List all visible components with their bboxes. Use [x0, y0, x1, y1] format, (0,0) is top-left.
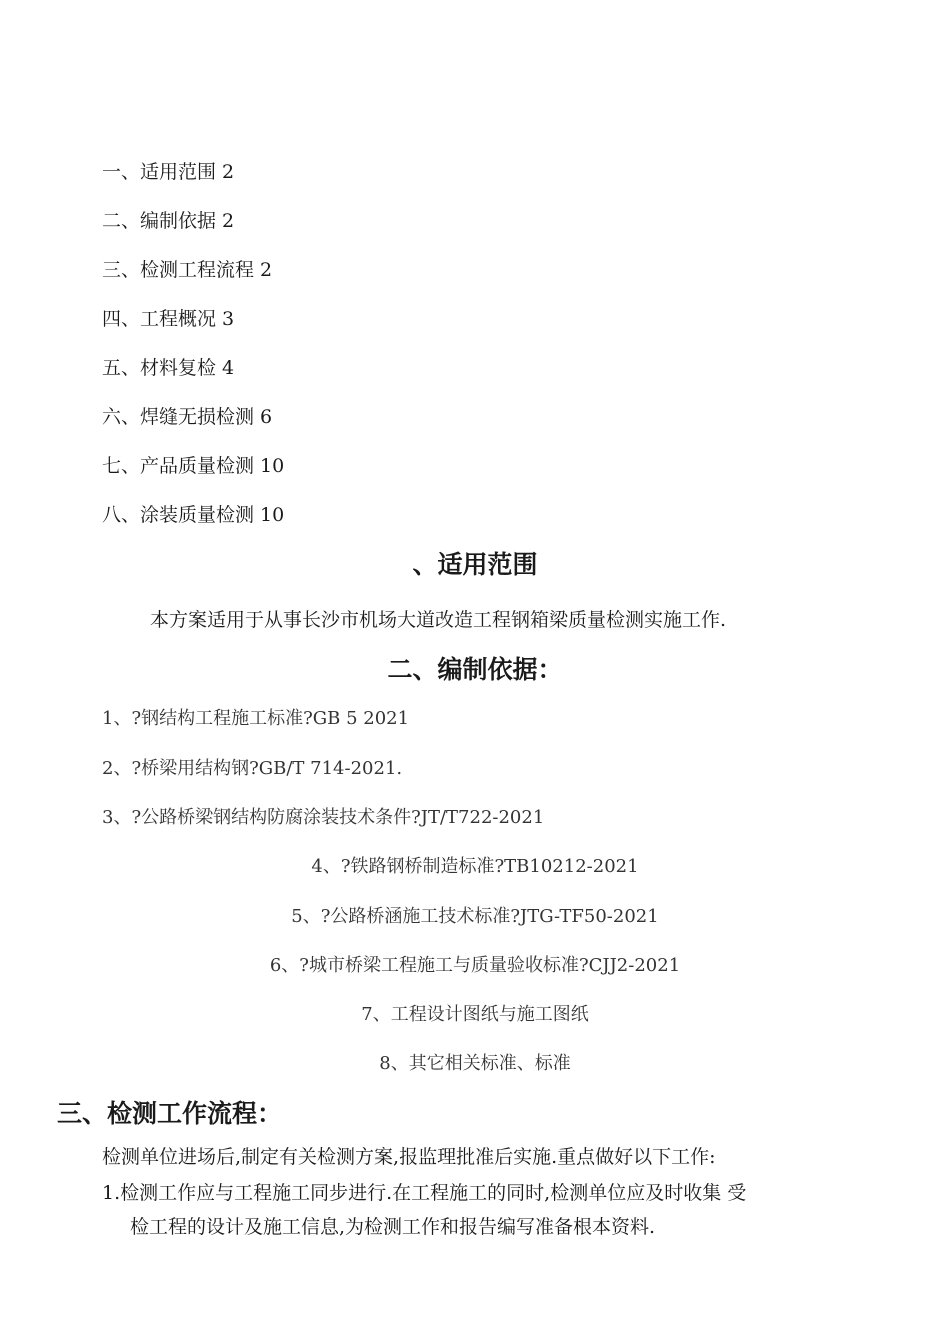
- toc-item[interactable]: 五、材料复检 4: [102, 357, 235, 379]
- toc-item[interactable]: 四、工程概况 3: [102, 308, 235, 330]
- toc-item[interactable]: 一、适用范围 2: [102, 161, 235, 183]
- reference-item: 2、?桥梁用结构钢?GB/T 714-2021.: [102, 758, 403, 779]
- reference-item: 8、其它相关标准、标准: [379, 1053, 571, 1074]
- reference-item: 7、工程设计图纸与施工图纸: [361, 1004, 589, 1025]
- toc-item[interactable]: 六、焊缝无损检测 6: [102, 406, 273, 428]
- toc-item[interactable]: 八、涂装质量检测 10: [102, 504, 285, 526]
- toc-item[interactable]: 二、编制依据 2: [102, 210, 235, 232]
- section-heading-workflow: 三、检测工作流程：: [57, 1099, 283, 1128]
- section-heading-basis: 二、编制依据：: [387, 655, 563, 684]
- reference-item: 1、?钢结构工程施工标准?GB 5 2021: [102, 708, 410, 729]
- scope-paragraph: 本方案适用于从事长沙市机场大道改造工程钢箱梁质量检测实施工作.: [150, 609, 727, 631]
- workflow-item-1-continued: 检工程的设计及施工信息,为检测工作和报告编写准备根本资料.: [130, 1216, 656, 1238]
- toc-item[interactable]: 三、检测工程流程 2: [102, 259, 273, 281]
- reference-item: 6、?城市桥梁工程施工与质量验收标准?CJJ2-2021: [269, 955, 681, 976]
- reference-item: 5、?公路桥涵施工技术标准?JTG-TF50-2021: [291, 906, 659, 927]
- reference-item: 3、?公路桥梁钢结构防腐涂装技术条件?JT/T722-2021: [102, 807, 545, 828]
- workflow-intro: 检测单位进场后,制定有关检测方案,报监理批准后实施.重点做好以下工作:: [102, 1146, 716, 1168]
- section-heading-scope: 、适用范围: [412, 550, 538, 579]
- reference-item: 4、?铁路钢桥制造标准?TB10212-2021: [311, 856, 639, 877]
- workflow-item-1: 1.检测工作应与工程施工同步进行.在工程施工的同时,检测单位应及时收集 受: [102, 1182, 747, 1204]
- toc-item[interactable]: 七、产品质量检测 10: [102, 455, 285, 477]
